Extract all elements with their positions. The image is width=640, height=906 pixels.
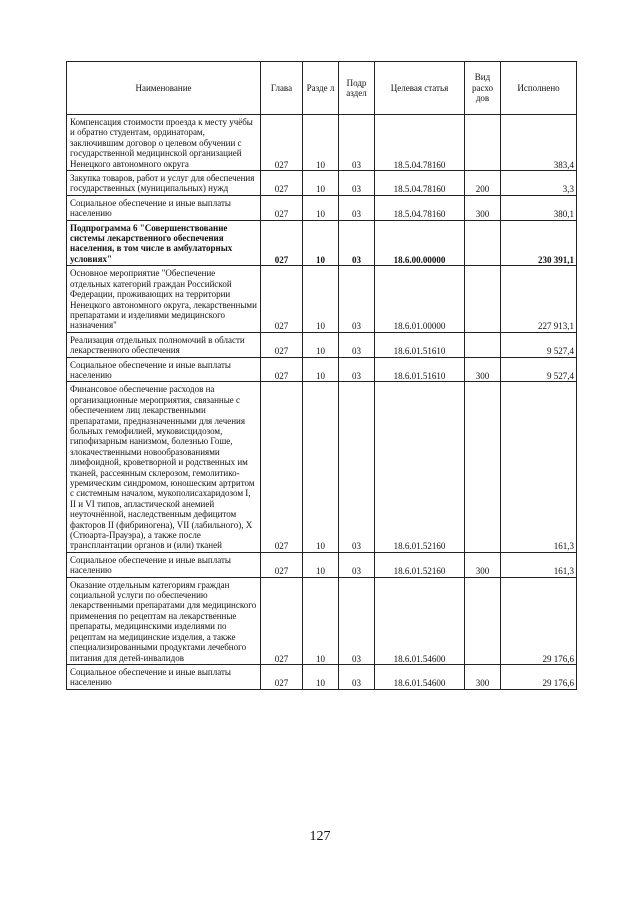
row-expense-type-cell [465, 220, 501, 266]
row-executed-cell: 9 527,4 [501, 332, 577, 357]
row-glava-cell: 027 [261, 664, 303, 689]
header-executed: Исполнено [501, 62, 577, 115]
row-razdel-cell: 10 [303, 382, 339, 553]
row-target-article-cell: 18.6.01.00000 [375, 266, 465, 332]
row-executed-cell: 227 913,1 [501, 266, 577, 332]
row-target-article-cell: 18.6.01.51610 [375, 357, 465, 382]
row-glava-cell: 027 [261, 115, 303, 171]
row-podrazdel-cell: 03 [339, 220, 375, 266]
row-name-cell: Оказание отдельным категориям граждан социальной услуги по обеспечению лекарственными препаратами для медицинского применения по рецептам на лекарственные препараты, медицинскими изделиями по рецептам на медицинские изделия, а также специализированными продуктами лечебного питания для детей-инвалидов [67, 577, 261, 664]
row-podrazdel-cell: 03 [339, 552, 375, 577]
row-name-cell: Подпрограмма 6 "Совершенствование системы лекарственного обеспечения населения, в том числе в амбулаторных условиях" [67, 220, 261, 266]
row-razdel-cell: 10 [303, 195, 339, 220]
row-expense-type-cell [465, 115, 501, 171]
row-expense-type-cell [465, 332, 501, 357]
header-glava: Глава [261, 62, 303, 115]
row-podrazdel-cell: 03 [339, 664, 375, 689]
row-target-article-cell: 18.6.01.54600 [375, 664, 465, 689]
row-target-article-cell: 18.6.01.54600 [375, 577, 465, 664]
row-target-article-cell: 18.6.01.51610 [375, 332, 465, 357]
row-podrazdel-cell: 03 [339, 332, 375, 357]
table-row [67, 266, 577, 332]
row-glava-cell: 027 [261, 357, 303, 382]
row-podrazdel-cell: 03 [339, 357, 375, 382]
row-glava-cell: 027 [261, 171, 303, 196]
row-razdel-cell: 10 [303, 357, 339, 382]
row-glava-cell: 027 [261, 332, 303, 357]
row-expense-type-cell: 300 [465, 357, 501, 382]
row-podrazdel-cell: 03 [339, 115, 375, 171]
header-target-article: Целевая статья [375, 62, 465, 115]
row-glava-cell: 027 [261, 382, 303, 553]
row-podrazdel-cell: 03 [339, 266, 375, 332]
row-executed-cell: 29 176,6 [501, 577, 577, 664]
row-name-cell: Социальное обеспечение и иные выплаты населению [67, 552, 261, 577]
table-row [67, 577, 577, 664]
row-podrazdel-cell: 03 [339, 171, 375, 196]
row-executed-cell: 380,1 [501, 195, 577, 220]
row-expense-type-cell [465, 577, 501, 664]
row-glava-cell: 027 [261, 195, 303, 220]
row-executed-cell: 161,3 [501, 552, 577, 577]
row-glava-cell: 027 [261, 220, 303, 266]
row-expense-type-cell: 300 [465, 552, 501, 577]
row-name-cell: Закупка товаров, работ и услуг для обеспечения государственных (муниципальных) нужд [67, 171, 261, 196]
header-expense-type: Вид расхо дов [465, 62, 501, 115]
row-glava-cell: 027 [261, 577, 303, 664]
row-executed-cell: 230 391,1 [501, 220, 577, 266]
row-executed-cell: 383,4 [501, 115, 577, 171]
row-expense-type-cell: 300 [465, 664, 501, 689]
row-name-cell: Компенсация стоимости проезда к месту учёбы и обратно студентам, ординаторам, заключившим договор о целевом обучении с государственной медицинской организацией Ненецкого автономного округа [67, 115, 261, 171]
row-executed-cell: 29 176,6 [501, 664, 577, 689]
header-podrazdel: Подр аздел [339, 62, 375, 115]
row-expense-type-cell: 200 [465, 171, 501, 196]
page-number: 127 [309, 829, 331, 844]
row-glava-cell: 027 [261, 552, 303, 577]
row-razdel-cell: 10 [303, 220, 339, 266]
row-razdel-cell: 10 [303, 266, 339, 332]
row-razdel-cell: 10 [303, 552, 339, 577]
table-row [67, 357, 577, 382]
table-row [67, 552, 577, 577]
row-podrazdel-cell: 03 [339, 577, 375, 664]
row-expense-type-cell [465, 266, 501, 332]
row-name-cell: Социальное обеспечение и иные выплаты населению [67, 357, 261, 382]
table-row [67, 332, 577, 357]
row-target-article-cell: 18.5.04.78160 [375, 195, 465, 220]
row-razdel-cell: 10 [303, 171, 339, 196]
table-row [67, 195, 577, 220]
row-name-cell: Финансовое обеспечение расходов на организационные мероприятия, связанные с обеспечением лиц лекарственными препаратами, предназначенными для лечения больных гемофилией, муковисцидозом, гипофизарным нанизмом, болезнью Гоше, злокачественными новообразованиями лимфоидной, кроветворной и родственных им тканей, рассеянным склерозом, гемолитико-уремическим синдромом, юношеским артритом с системным началом, мукополисахаридозом I, II и VI типов, апластической анемией неуточнённой, наследственным дефицитом факторов II (фибриногена), VII (лабильного), X (Стюарта-Прауэра), а также после трансплантации органов и (или) тканей [67, 382, 261, 553]
row-executed-cell: 9 527,4 [501, 357, 577, 382]
row-podrazdel-cell: 03 [339, 382, 375, 553]
table-row [67, 115, 577, 171]
table-header-row [67, 62, 577, 115]
table-row [67, 382, 577, 553]
row-expense-type-cell: 300 [465, 195, 501, 220]
table-row [67, 220, 577, 266]
row-razdel-cell: 10 [303, 115, 339, 171]
budget-table [66, 61, 577, 690]
table-row [67, 664, 577, 689]
row-target-article-cell: 18.6.01.52160 [375, 552, 465, 577]
row-razdel-cell: 10 [303, 332, 339, 357]
row-target-article-cell: 18.6.00.00000 [375, 220, 465, 266]
row-expense-type-cell [465, 382, 501, 553]
row-executed-cell: 3,3 [501, 171, 577, 196]
table-body [67, 115, 577, 690]
row-target-article-cell: 18.5.04.78160 [375, 171, 465, 196]
table-row [67, 171, 577, 196]
row-target-article-cell: 18.6.01.52160 [375, 382, 465, 553]
header-name: Наименование [67, 62, 261, 115]
row-razdel-cell: 10 [303, 664, 339, 689]
row-name-cell: Реализация отдельных полномочий в области лекарственного обеспечения [67, 332, 261, 357]
row-glava-cell: 027 [261, 266, 303, 332]
row-podrazdel-cell: 03 [339, 195, 375, 220]
row-target-article-cell: 18.5.04.78160 [375, 115, 465, 171]
header-razdel: Разде л [303, 62, 339, 115]
row-name-cell: Основное мероприятие "Обеспечение отдельных категорий граждан Российской Федерации, проживающих на территории Ненецкого автономного округа, лекарственными препаратами и изделиями медицинского назначения" [67, 266, 261, 332]
row-executed-cell: 161,3 [501, 382, 577, 553]
row-razdel-cell: 10 [303, 577, 339, 664]
row-name-cell: Социальное обеспечение и иные выплаты населению [67, 195, 261, 220]
row-name-cell: Социальное обеспечение и иные выплаты населению [67, 664, 261, 689]
